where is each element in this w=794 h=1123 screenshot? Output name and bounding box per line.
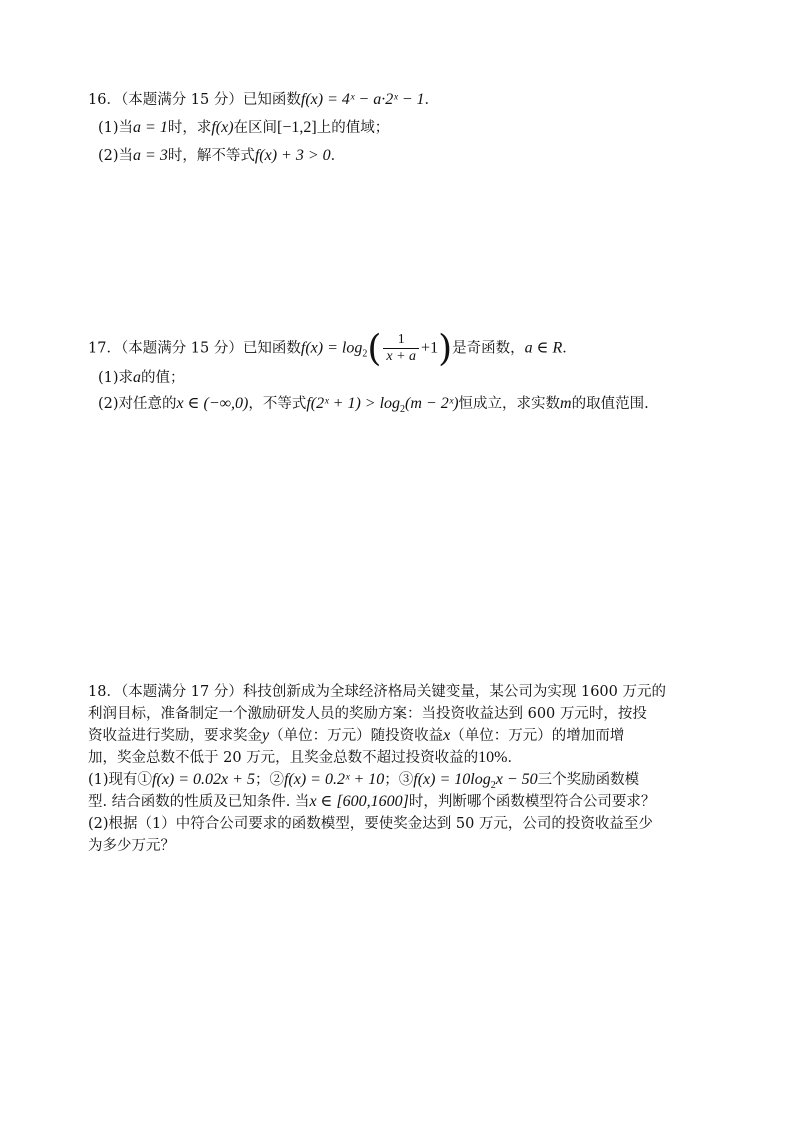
p18-line-6 (88, 792, 655, 812)
p17-right-paren: ) (438, 328, 453, 370)
problem-17-header: 17．（本题满分 15 分）已知函数 (88, 340, 301, 357)
p18-var-x: x (443, 727, 451, 744)
problem-17-part-1 (98, 368, 185, 388)
p17-part2-mid2: 恒成立，求实数 (458, 396, 561, 412)
p18-line-4 (88, 748, 522, 768)
p17-period: ． (562, 340, 577, 357)
problem-17-part-2 (98, 394, 649, 420)
p16-part1-prefix: (1)当 (98, 120, 134, 136)
p18-line6-a: 型. 结合函数的性质及已知条件. 当 (88, 794, 310, 810)
p17-log-base: 2 (362, 348, 368, 360)
p18-line3-a: 资收益进行奖励，要求奖金 (88, 728, 262, 744)
p17-func-lhs: f(x) = log (300, 339, 363, 357)
p18-line5-c: ；③ (384, 772, 414, 788)
p18-model-3-base: 2 (490, 780, 496, 791)
p18-line5-a: (1)现有① (88, 772, 153, 788)
p18-line-8: 为多少万元？ (88, 838, 175, 854)
p17-part1-prefix: (1)求 (98, 370, 134, 386)
p16-part2-condition: a = 3 (133, 147, 168, 164)
p17-part1-suffix: 的值； (141, 370, 185, 386)
p18-domain: x ∈ [600,1600] (309, 793, 409, 810)
p16-part2-mid: 时，解不等式 (167, 148, 255, 164)
problem-16-part-1 (98, 118, 389, 138)
p16-part2-inequality: f(x) + 3 > 0 (254, 147, 331, 164)
p18-line-1: 18．（本题满分 17 分）科技创新成为全球经济格局关键变量，某公司为实现 1600 万元的 (88, 684, 666, 700)
p16-part1-mid: 时，求 (167, 120, 212, 136)
p16-part2-suffix: ． (330, 148, 346, 164)
p16-part1-mid2: 在区间 (233, 120, 278, 136)
p18-line6-b: 时，判断哪个函数模型符合公司要求？ (408, 794, 656, 810)
problem-16-function: f(x) = 4ˣ − a·2ˣ − 1 (300, 91, 425, 108)
p16-part1-condition: a = 1 (133, 119, 168, 136)
p17-plus-one: +1 (421, 339, 439, 357)
p18-model-2: f(x) = 0.2ˣ + 10 (283, 771, 385, 788)
p18-line-7: (2)根据（1）中符合公司要求的函数模型，要使奖金达到 50 万元，公司的投资收益至少 (88, 816, 653, 832)
p17-part2-ineq-b: (m − 2ˣ) (405, 395, 459, 412)
p18-line-3 (88, 726, 624, 746)
p18-line3-b: （单位：万元）随投资收益 (269, 728, 444, 744)
p17-frac-den: x + a (386, 349, 417, 364)
p17-part2-suffix: 的取值范围. (571, 396, 649, 412)
problem-16-stem (88, 90, 439, 110)
p16-part2-prefix: (2)当 (98, 148, 134, 164)
problem-16-period: ． (424, 92, 439, 108)
p18-line5-d: 三个奖励函数模 (537, 772, 640, 788)
p18-line4-b: ． (507, 750, 522, 766)
problem-16-header: 16．（本题满分 15 分）已知函数 (88, 92, 301, 108)
p16-part1-suffix: 上的值域； (316, 120, 390, 136)
p17-part2-var: m (560, 395, 572, 412)
p17-left-paren: ( (367, 328, 382, 370)
p18-model-3b: x − 50 (495, 771, 538, 788)
p18-line-2: 利润目标，准备制定一个激励研发人员的奖励方案：当投资收益达到 600 万元时，按投 (88, 706, 647, 722)
p16-part1-interval: [−1,2] (277, 119, 317, 136)
p17-part2-ineq-a: f(2ˣ + 1) > log (306, 395, 401, 412)
p18-var-y: y (262, 727, 270, 744)
p17-part2-log-base: 2 (400, 404, 406, 415)
p17-mid: 是奇函数， (452, 340, 525, 357)
p17-part2-mid: ，不等式 (248, 396, 307, 412)
p18-line3-c: （单位：万元）的增加而增 (450, 728, 625, 744)
p17-part2-prefix: (2)对任意的 (98, 396, 177, 412)
p18-model-1: f(x) = 0.02x + 5 (152, 771, 255, 788)
p16-part1-fx: f(x) (211, 119, 234, 136)
p18-line4-a: 加，奖金总数不低于 20 万元，且奖金总数不超过投资收益的 (88, 750, 479, 766)
p17-part1-var: a (133, 369, 142, 386)
p17-fraction (383, 332, 419, 365)
p17-condition: a ∈ R (524, 339, 563, 357)
p17-frac-num: 1 (383, 332, 419, 349)
p17-part2-domain: x ∈ (−∞,0) (176, 395, 249, 412)
problem-16-part-2 (98, 146, 345, 166)
p18-percent: 10% (478, 749, 508, 766)
p18-model-3a: f(x) = 10log (413, 771, 491, 788)
p18-line5-b: ；② (254, 772, 284, 788)
problem-17-stem (88, 328, 577, 370)
